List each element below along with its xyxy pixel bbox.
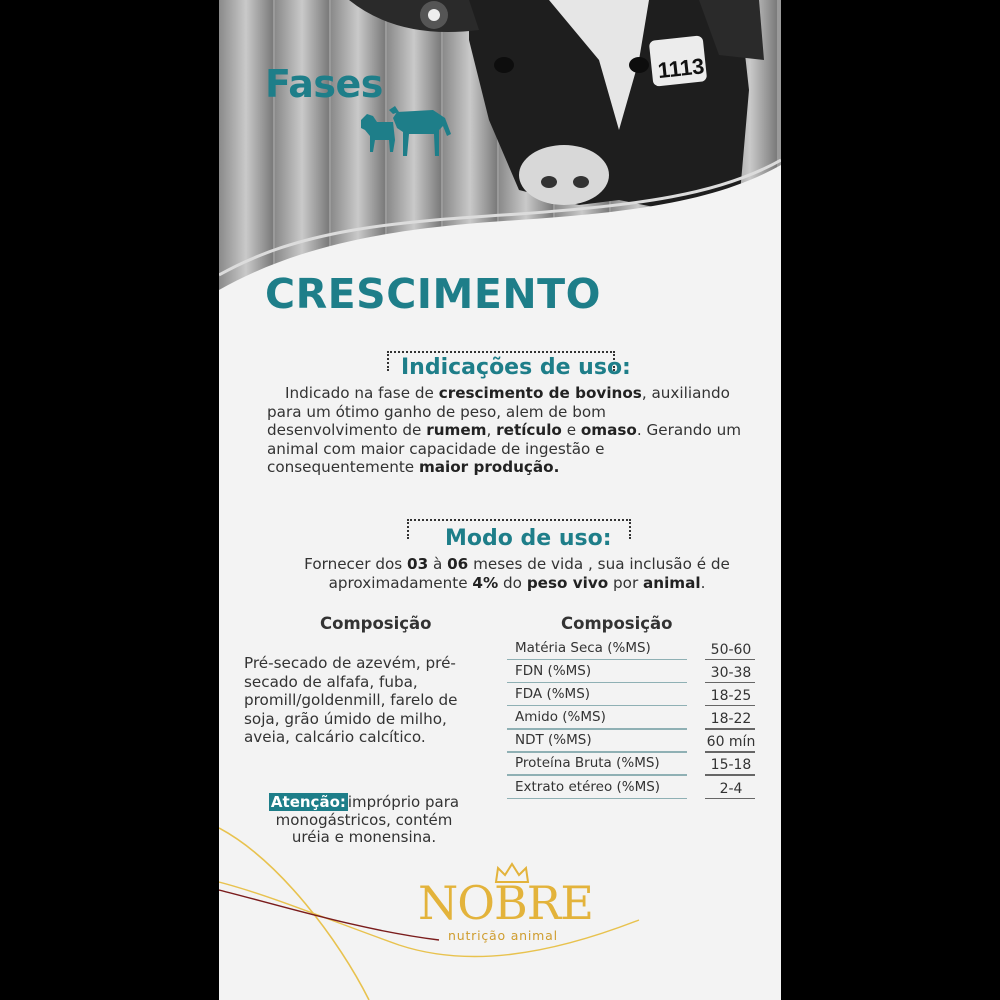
row-divider [507,751,687,752]
bold-text: crescimento de bovinos [438,384,642,402]
text: , auxiliando [641,384,730,402]
text: do [498,573,527,592]
bold-text: retículo [496,421,562,439]
nutrient-label: Matéria Seca (%MS) [515,640,651,656]
composicao-right-heading: Composição [561,614,673,633]
nutrient-value: 18-25 [710,688,752,705]
brand-logo [414,862,594,947]
text-line [267,440,767,459]
text-line [267,574,767,593]
value-divider [705,798,755,799]
indicacoes-text [267,384,767,477]
ear-tag-number: 1113 [656,53,706,84]
warning-label: Atenção: [270,793,346,811]
text: Indicado na fase de [285,384,439,402]
nutrient-value: 2-4 [719,780,743,797]
table-row [507,707,757,730]
brand-name: NOBRE [418,876,593,930]
text: e [561,421,581,439]
nutrient-label: Extrato etéreo (%MS) [515,778,661,795]
text-line [267,421,767,440]
indicacoes-heading: Indicações de uso: [401,355,631,380]
text: , [486,421,497,439]
warning-text: impróprio para monogástricos, contém uréia e monensina. [275,793,460,846]
bold-text: rumem [426,421,487,439]
text: por [608,573,644,592]
value-divider [705,774,755,775]
bold-text: maior produção. [418,458,560,476]
row-divider [507,682,687,683]
table-row [507,753,757,776]
row-divider [507,659,687,660]
composicao-left-heading: Composição [320,614,432,633]
text: . [700,573,706,592]
ingredients-text: Pré-secado de azevém, pré-secado de alfafa, fuba, promill/goldenmill, farelo de soja, grão úmido de milho, aveia, calcário calcítico. [244,654,458,746]
text: desenvolvimento de [267,421,427,439]
table-row [507,777,757,800]
table-row [507,638,757,661]
text: . Gerando um [636,421,741,439]
bold-text: omaso [580,421,637,439]
value-divider [705,705,755,706]
row-divider [507,705,687,706]
text-line [267,384,767,403]
product-card [219,0,781,1000]
value-divider [705,659,755,660]
text: meses de vida , sua inclusão é de [468,555,730,573]
text: aproximadamente [328,573,473,592]
text: consequentemente [267,458,419,476]
text: à [428,555,448,573]
composition-table [507,638,757,800]
bold-text: 4% [472,573,499,592]
nutrient-label: Amido (%MS) [515,709,606,726]
product-title: CRESCIMENTO [265,270,601,318]
nutrient-value: 15-18 [710,757,752,774]
table-row [507,684,757,707]
row-divider [507,728,687,729]
modo-text [267,555,767,592]
nutrient-label: FDN (%MS) [515,663,592,680]
section-title: Fases [265,62,383,106]
nutrient-value: 18-22 [710,711,752,728]
nutrient-label: NDT (%MS) [515,732,592,749]
text: Fornecer dos [304,555,407,573]
table-row [507,661,757,684]
bold-text: 03 [407,555,429,573]
nutrient-value: 60 mín [706,734,756,751]
table-row [507,730,757,753]
bold-text: animal [643,573,701,592]
bold-text: 06 [447,555,469,573]
value-divider [705,751,755,752]
value-divider [705,682,755,683]
text-line [267,458,767,477]
text: para um ótimo ganho de peso, alem de bom [267,402,606,421]
nutrient-label: FDA (%MS) [515,686,591,703]
text: animal com maior capacidade de ingestão e [267,439,605,458]
value-divider [705,728,755,729]
cow-calf-icon [359,100,455,160]
bold-text: peso vivo [526,573,609,592]
nutrient-label: Proteína Bruta (%MS) [515,755,660,772]
text-line [267,403,767,422]
nutrient-value: 30-38 [710,665,752,682]
brand-tagline: nutrição animal [448,928,558,943]
modo-heading: Modo de uso: [445,526,612,551]
row-divider [507,774,687,775]
row-divider [507,798,687,799]
nutrient-value: 50-60 [710,642,752,658]
text-line [267,555,767,574]
